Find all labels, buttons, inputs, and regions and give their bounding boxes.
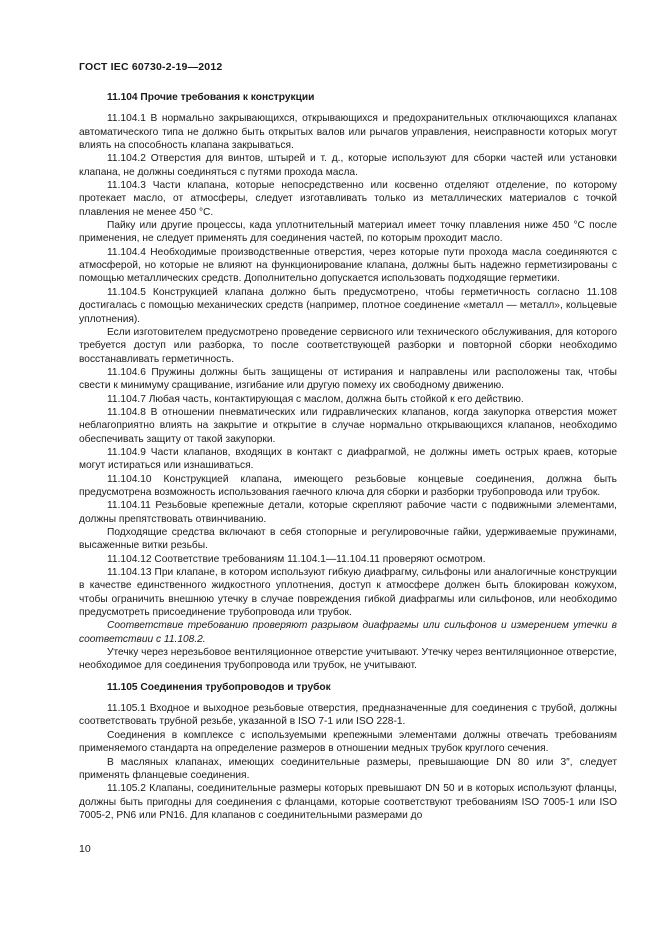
paragraph: В масляных клапанах, имеющих соединительные размеры, превышающие DN 80 или 3″, следует применять фланцевые соединения. — [79, 756, 617, 781]
paragraph: Утечку через нерезьбовое вентиляционное отверстие учитывают. Утечку через вентиляционное отверстие, необходимое для соединения трубопровода или трубок, не учитывают. — [79, 647, 617, 672]
section-heading-11-105: 11.105 Соединения трубопроводов и трубок — [107, 681, 331, 693]
paragraph: 11.104.5 Конструкцией клапана должно быть предусмотрено, чтобы герметичность согласно 11.108 достигалась с помощью механических средств (например, плотное соединение «металл — металл», кольцевые уплотнения). — [79, 286, 617, 325]
compliance-note: Соответствие требованию проверяют разрывом диафрагмы или сильфонов и измерением утечки в соответствии с 11.108.2. — [79, 620, 617, 645]
paragraph: Подходящие средства включают в себя стопорные и регулировочные гайки, удерживаемые пружинами, высаженные витки резьбы. — [79, 527, 617, 552]
paragraph: 11.104.3 Части клапана, которые непосредственно или косвенно отделяют отделение, по которому протекает масло, от атмосферы, следует изготавливать только из металлических материалов с точкой плавления не менее 450 °C. — [79, 180, 617, 218]
paragraph: 11.104.7 Любая часть, контактирующая с маслом, должна быть стойкой к его действию. — [107, 393, 524, 405]
paragraph: 11.104.4 Необходимые производственные отверстия, через которые пути прохода масла соединяются с атмосферой, но которые не влияют на функционирование клапана, должны быть надежно герметизированы с помощью металлических средств. Дополнительно допускается использовать подходящие герметики. — [79, 246, 617, 285]
paragraph: 11.104.2 Отверстия для винтов, штырей и т. д., которые используют для сборки частей или установки клапана, не должны соединяться с путями прохода масла. — [79, 153, 617, 178]
paragraph: 11.104.10 Конструкцией клапана, имеющего резьбовые концевые соединения, должна быть предусмотрена возможность использования гаечного ключа для сборки и разборки трубопровода или трубок. — [79, 473, 617, 498]
paragraph: 11.104.9 Части клапанов, входящих в контакт с диафрагмой, не должны иметь острых краев, которые могут истираться или изнашиваться. — [79, 446, 617, 472]
paragraph: Пайку или другие процессы, када уплотнительный материал имеет точку плавления ниже 450 °C после применения, не следует применять для соединения частей, по которым проходит масло. — [79, 220, 617, 245]
paragraph: 11.104.6 Пружины должны быть защищены от истирания и направлены или расположены так, чтобы свести к минимуму сращивание, изгибание или другую помеху их свободному движению. — [79, 366, 617, 392]
paragraph: 11.104.12 Соответствие требованиям 11.104.1—11.104.11 проверяют осмотром. — [107, 553, 486, 565]
paragraph: 11.104.11 Резьбовые крепежные детали, которые скрепляют рабочие части с подвижными элементами, должны препятствовать отвинчиванию. — [79, 500, 617, 525]
section-heading-11-104: 11.104 Прочие требования к конструкции — [107, 92, 315, 103]
paragraph: 11.105.2 Клапаны, соединительные размеры которых превышают DN 50 и в которых используют фланцы, должны быть пригодны для соединения с фланцами, которые соответствуют требованиям ISO 7005-1 или ISO 7005-2, PN6 или PN16. Для клапанов с соединительными размерами до — [79, 783, 617, 821]
paragraph: 11.104.8 В отношении пневматических или гидравлических клапанов, когда закупорка отверстия может неблагоприятно влиять на закрытие и открытие в случае нормально открывающихся клапанов, необходимо обеспечивать защиту от такой закупорки. — [79, 406, 617, 445]
paragraph: Соединения в комплексе с используемыми крепежными элементами должны отвечать требованиям применяемого стандарта на определение размеров в отношении медных трубок круглого сечения. — [79, 729, 617, 755]
standard-code-header: ГОСТ IEC 60730-2-19—2012 — [79, 61, 223, 73]
paragraph: 11.104.1 В нормально закрывающихся, открывающихся и предохранительных отключающихся клапанах автоматического типа не должно быть открытых валов или рычагов управления, неисправности которых могут влиять на способность клапана закрываться. — [79, 113, 617, 152]
document-body — [79, 91, 617, 822]
page-number: 10 — [79, 843, 91, 855]
paragraph: 11.104.13 При клапане, в котором используют гибкую диафрагму, сильфоны или аналогичные конструкции в качестве единственного жидкостного уплотнения, доступ к атмосфере должен быть блокирован кожухом, чтобы ограничить внешнюю утечку в случае повреждения гибкой диафрагмы или сильфонов, или необходимо предусмотреть присоединение трубопровода или трубок. — [79, 567, 617, 619]
paragraph: Если изготовителем предусмотрено проведение сервисного или технического обслуживания, для которого требуется доступ или разборка, то после соответствующей разборки и повторной сборки необходимо восстанавливать герметичность. — [79, 326, 617, 365]
paragraph: 11.105.1 Входное и выходное резьбовые отверстия, предназначенные для соединения с трубой, должны соответствовать трубной резьбе, указанной в ISO 7-1 или ISO 228-1. — [79, 703, 617, 728]
